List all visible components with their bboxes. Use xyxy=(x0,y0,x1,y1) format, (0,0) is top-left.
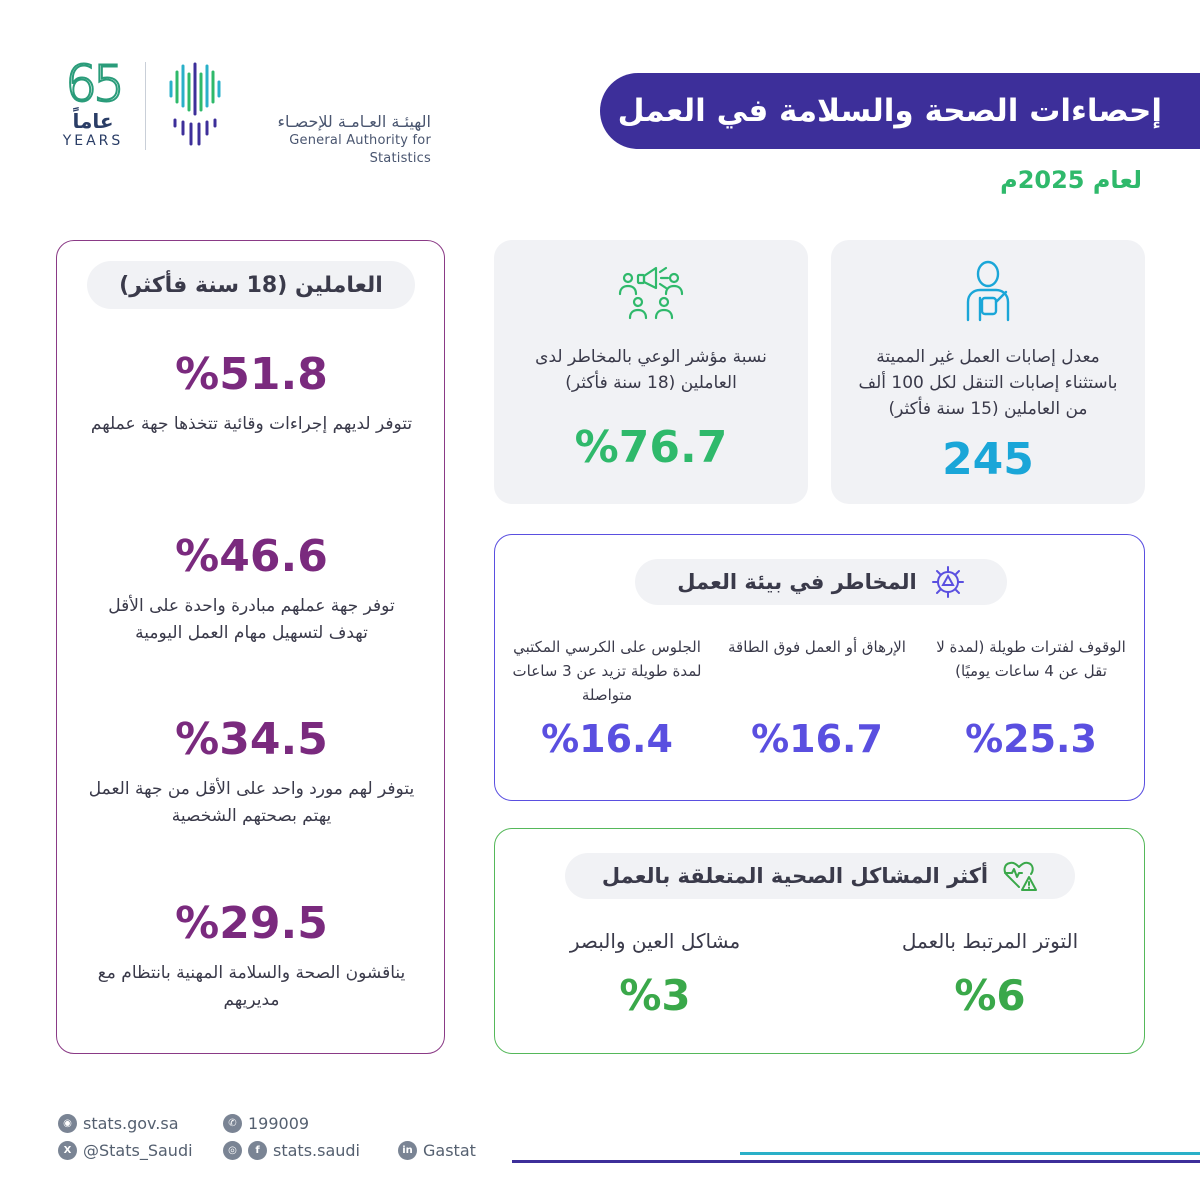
workers-stat-4 xyxy=(57,898,446,1014)
workers-panel xyxy=(56,240,445,1054)
risk-awareness-text: نسبة مؤشر الوعي بالمخاطر لدى العاملين (18 سنة فأكثر) xyxy=(535,347,767,393)
hazard-value: %16.7 xyxy=(751,717,883,761)
anniversary-number: 65 xyxy=(65,55,121,113)
risk-awareness-value: %76.7 xyxy=(574,422,728,473)
instagram-icon: ◎ xyxy=(223,1141,242,1160)
anniversary-logo xyxy=(52,55,134,154)
workers-stat-value: %29.5 xyxy=(175,898,328,949)
health-problem-text: التوتر المرتبط بالعمل xyxy=(901,929,1079,953)
injured-person-icon xyxy=(960,258,1016,322)
logo-divider xyxy=(145,62,146,150)
facebook-icon: f xyxy=(248,1141,267,1160)
footer-website[interactable] xyxy=(58,1114,179,1133)
anniversary-years-en: YEARS xyxy=(62,133,124,149)
gastat-logo-mark-icon xyxy=(165,62,225,148)
footer-phone-text: 199009 xyxy=(248,1114,310,1133)
linkedin-icon: in xyxy=(398,1141,417,1160)
megaphone-group-icon xyxy=(616,256,686,322)
footer-linkedin-text: Gastat xyxy=(423,1141,476,1160)
workers-stat-value: %51.8 xyxy=(175,349,328,400)
hazard-sitting xyxy=(507,635,707,775)
x-icon: X xyxy=(58,1141,77,1160)
health-problem-eyes xyxy=(515,929,795,1029)
health-problem-stress xyxy=(840,929,1140,1029)
page-subtitle: لعام 2025م xyxy=(1000,166,1142,194)
gastat-logo-text xyxy=(236,112,431,168)
health-problem-value: %3 xyxy=(619,971,691,1020)
heart-warning-icon xyxy=(1002,859,1038,893)
workers-stat-1 xyxy=(57,349,446,438)
gastat-name-en: General Authority for Statistics xyxy=(289,133,431,166)
injury-rate-text: معدل إصابات العمل غير المميتة باستثناء إصابات التنقل لكل 100 ألف من العاملين (15 سنة فأكثر) xyxy=(858,347,1118,419)
health-problems-box xyxy=(494,828,1145,1054)
workers-stat-value: %34.5 xyxy=(175,714,328,765)
footer-x[interactable] xyxy=(58,1141,193,1160)
workers-panel-heading xyxy=(87,261,415,309)
hazard-text: الإرهاق أو العمل فوق الطاقة xyxy=(728,638,906,656)
hazard-text: الجلوس على الكرسي المكتبي لمدة طويلة تزيد عن 3 ساعات متواصلة xyxy=(512,638,702,704)
health-problem-text: مشاكل العين والبصر xyxy=(569,929,741,953)
footer-social-text: stats.saudi xyxy=(273,1141,360,1160)
workers-stat-text: يتوفر لهم مورد واحد على الأقل من جهة العمل يهتم بصحتهم الشخصية xyxy=(88,779,415,826)
footer-accent-line xyxy=(740,1152,1200,1155)
footer-phone[interactable] xyxy=(223,1114,309,1133)
workers-stat-text: توفر جهة عملهم مبادرة واحدة على الأقل تهدف لتسهيل مهام العمل اليومية xyxy=(108,596,395,643)
hazard-exhaustion xyxy=(717,635,917,775)
workplace-hazards-heading-text: المخاطر في بيئة العمل xyxy=(677,570,917,594)
page-title: إحصاءات الصحة والسلامة في العمل xyxy=(617,93,1162,129)
gear-hazard-icon xyxy=(931,565,965,599)
footer-linkedin[interactable] xyxy=(398,1141,476,1160)
anniversary-years-ar: عاماً xyxy=(72,109,114,133)
title-banner xyxy=(600,73,1200,149)
hazard-text: الوقوف لفترات طويلة (لمدة لا تقل عن 4 ساعات يوميًا) xyxy=(936,638,1126,680)
workers-panel-heading-text: العاملين (18 سنة فأكثر) xyxy=(119,272,383,298)
health-problems-heading xyxy=(565,853,1075,899)
workers-stat-text: يناقشون الصحة والسلامة المهنية بانتظام مع مديريهم xyxy=(97,963,406,1010)
workers-stat-2 xyxy=(57,531,446,647)
workplace-hazards-box xyxy=(494,534,1145,801)
footer-x-text: @Stats_Saudi xyxy=(83,1141,193,1160)
hazard-standing xyxy=(931,635,1131,775)
risk-awareness-card xyxy=(494,240,808,504)
footer-website-text: stats.gov.sa xyxy=(83,1114,179,1133)
injury-rate-card xyxy=(831,240,1145,504)
hazard-value: %16.4 xyxy=(541,717,673,761)
workers-stat-value: %46.6 xyxy=(175,531,328,582)
workers-stat-text: تتوفر لديهم إجراءات وقائية تتخذها جهة عملهم xyxy=(90,414,413,434)
hazard-value: %25.3 xyxy=(965,717,1097,761)
health-problems-heading-text: أكثر المشاكل الصحية المتعلقة بالعمل xyxy=(601,864,989,888)
footer-social[interactable] xyxy=(223,1141,360,1160)
health-problem-value: %6 xyxy=(954,971,1026,1020)
workplace-hazards-heading xyxy=(635,559,1007,605)
phone-icon: ✆ xyxy=(223,1114,242,1133)
gastat-name-ar: الهيئـة العـامـة للإحصـاء xyxy=(277,112,431,131)
workers-stat-3 xyxy=(57,714,446,830)
injury-rate-value: 245 xyxy=(942,434,1034,485)
globe-icon: ◉ xyxy=(58,1114,77,1133)
footer-line xyxy=(512,1160,1200,1163)
